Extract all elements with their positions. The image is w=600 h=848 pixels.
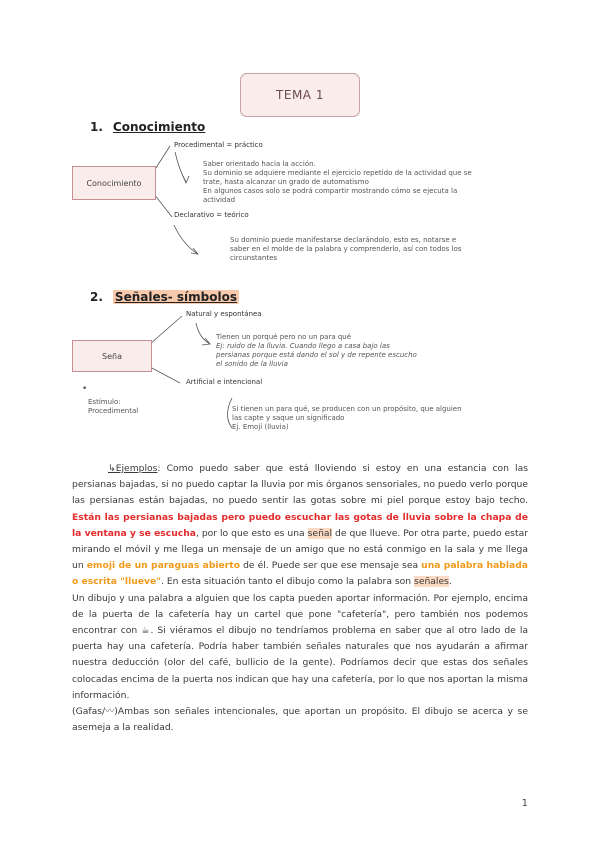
note-line: circunstantes: [230, 254, 278, 262]
highlight-orange: emoji de un paraguas abierto: [86, 560, 241, 572]
note-line: Su dominio puede manifestarse declarándolo, esto es, notarse e: [230, 236, 457, 244]
section-heading-2: [90, 290, 239, 304]
section-number: 1.: [90, 120, 103, 134]
branch-procedimental: Procedimental = práctico: [174, 141, 263, 149]
branch-natural: Natural y espontánea: [186, 310, 262, 318]
paragraph-cafeteria: Un dibujo y una palabra a alguien que los capta pueden aportar información. Por ejemplo, encima de la puerta de la cafetería hay un cartel que pone "cafetería", pero también nos podemos encontrar con ☕. Si viéramos el dibujo no tendríamos problema en saber que al otro lado de la puerta hay una cafetería. Podría haber también señales naturales que nos ayudarán a afirmar nuestra deducción (olor del café, bullicio de la gente). Podríamos decir que estas dos señales colocadas encima de la puerta nos indican que hay una cafetería, por lo que nos aportan la misma información.: [72, 592, 528, 701]
note-line: Tienen un porqué pero no un para qué: [216, 333, 352, 341]
note-line: Su dominio se adquiere mediante el ejercicio repetido de la actividad que se: [203, 169, 472, 177]
paragraph-gafas: (Gafas/〰)Ambas son señales intencionales, que aportan un propósito. El dibujo se acerca y se asemeja a la realidad.: [72, 706, 528, 734]
highlight-mark: señal: [307, 527, 333, 539]
section-title: Conocimiento: [112, 120, 206, 134]
concept-box-conocimiento: Conocimiento: [72, 166, 156, 200]
note-line: En algunos casos solo se podrá compartir mostrando cómo se ejecuta la: [203, 187, 458, 195]
stimulus-label: [88, 398, 138, 416]
examples-intro: ↳Ejemplos: [108, 463, 158, 474]
text-run: .: [448, 576, 452, 588]
concept-box-sena: Seña: [72, 340, 152, 372]
text-run: , por lo que esto es una: [195, 527, 308, 539]
section-number: 2.: [90, 290, 103, 304]
text-run: de que llueve. Por otra parte, puedo estar mirando el móvil y me llega un mensaje de un amigo que no está conmigo en la sala y me llega un: [72, 527, 528, 572]
bullet-dot: •: [82, 384, 88, 394]
note-line: las capte y saque un significado: [232, 414, 345, 422]
branch-artificial: Artificial e intencional: [186, 378, 263, 386]
note-line: actividad: [203, 196, 236, 204]
note-line: Ej: ruido de la lluvia. Cuando llego a casa bajo las: [216, 342, 390, 350]
note-line: el sonido de la lluvia: [216, 360, 288, 368]
stimulus-line: Procedimental: [88, 407, 139, 415]
note-line: saber en el molde de la palabra y comprenderlo, así con todos los: [230, 245, 462, 253]
section-title: Señales- símbolos: [114, 290, 237, 304]
text-run: de él. Puede ser que ese mensaje sea: [240, 560, 422, 572]
stimulus-line: Estímulo:: [88, 398, 121, 406]
natural-notes: [216, 333, 446, 369]
highlight-orange: una palabra hablada o escrita "llueve": [72, 560, 528, 588]
declarativo-notes: [230, 236, 465, 263]
note-line: persianas porque está dando el sol y de repente escucho: [216, 351, 417, 359]
note-line: trate, hasta alcanzar un grado de automatismo: [203, 178, 369, 186]
artificial-notes: [232, 405, 482, 432]
text-run: . En esta situación tanto el dibujo como la palabra son: [161, 576, 415, 588]
page-title: TEMA 1: [240, 73, 360, 117]
highlight-red: Están las persianas bajadas pero puedo escuchar las gotas de lluvia sobre la chapa de la ventana y se escucha: [72, 511, 528, 539]
note-line: Ej. Emoji (lluvia): [232, 423, 289, 431]
page-number: 1: [521, 798, 528, 809]
paragraph-examples: [72, 461, 528, 591]
note-line: Saber orientado hacia la acción.: [203, 160, 316, 168]
branch-declarativo: Declarativo = teórico: [174, 211, 249, 219]
text-run: : Como puedo saber que está lloviendo si estoy en una estancia con las persianas bajadas, si no puedo captar la lluvia por mis órganos sensoriales, no puedo verlo porque las persianas están bajadas, no puedo sentir las gotas sobre mi piel porque estoy bajo techo.: [72, 463, 528, 507]
note-line: Sí tienen un para qué, se producen con un propósito, que alguien: [232, 405, 462, 413]
procedimental-notes: [203, 160, 473, 205]
body-text: [72, 461, 528, 736]
highlight-mark: señales: [414, 576, 449, 588]
section-heading-1: [90, 120, 205, 134]
